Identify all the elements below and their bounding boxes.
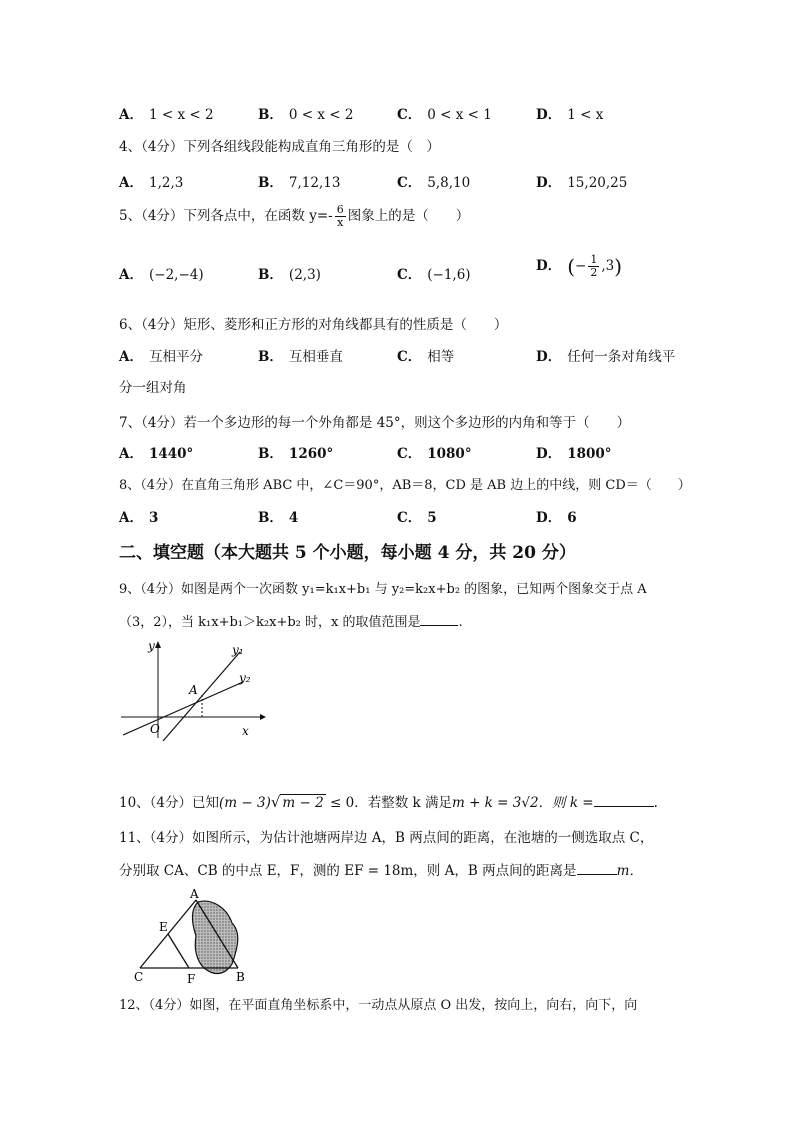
q5-stem-suffix: 图象上的是（ ） (347, 208, 470, 224)
q10-line: 10、（4分）已知(m − 3)√ m − 2 ≤ 0．若整数 k 满足m + k = 3√2．则 k = . (119, 793, 658, 811)
q7-stem: 7、（4分）若一个多边形的每一个外角都是 45°，则这个多边形的内角和等于（ ） (119, 415, 631, 431)
q7-option-d: D． 1800° (536, 446, 612, 462)
label-c: C (134, 970, 144, 984)
line-y2 (123, 682, 243, 735)
q8-option-a: A． 3 (119, 510, 159, 526)
y-axis-arrow-icon (155, 641, 161, 648)
q3-option-c: C． 0 < x < 1 (397, 107, 492, 123)
label-e: E (159, 920, 168, 934)
q5-fraction: $\frac{6}{x}$ (336, 203, 344, 229)
q11-pond-figure (132, 888, 262, 984)
label-x: x (242, 724, 249, 738)
q3-option-a: A． 1 < x < 2 (119, 107, 214, 123)
q5-option-d: D． (− $\frac{1}{2}$ ,3) (536, 253, 623, 279)
q8-option-d: D． 6 (536, 510, 577, 526)
q6-option-a: A． 互相平分 (119, 349, 203, 365)
q5-option-a: A． (−2,−4) (119, 267, 204, 283)
label-f: F (187, 972, 196, 984)
label-b: B (236, 970, 245, 984)
q4-option-b: B． 7,12,13 (258, 175, 341, 191)
q3-option-b: B． 0 < x < 2 (258, 107, 354, 123)
segment-ef (168, 934, 189, 968)
q4-option-c: C． 5,8,10 (397, 175, 471, 191)
q11-line1: 11、（4分）如图所示，为估计池塘两岸边 A，B 两点间的距离，在池塘的一侧选取点 C， (119, 830, 654, 846)
q6-option-c: C． 相等 (397, 349, 455, 365)
q12-stem: 12、（4分）如图，在平面直角坐标系中，一动点从原点 O 出发，按向上，向右，向下，向 (119, 998, 638, 1013)
q11-line2: 分别取 CA、CB 的中点 E，F，测的 EF = 18m，则 A，B 两点间的距离是 m． (119, 863, 643, 879)
label-a: A (190, 888, 199, 901)
q7-option-c: C． 1080° (397, 446, 472, 462)
q5-option-c: C． (−1,6) (397, 267, 471, 283)
q3-option-d: D． 1 < x (536, 107, 604, 123)
q5-stem (119, 204, 469, 229)
q9-graph-figure (118, 638, 268, 742)
q4-stem: 4、（4分）下列各组线段能构成直角三角形的是（ ） (119, 139, 440, 155)
q9-answer-blank[interactable] (420, 625, 458, 626)
q6-stem: 6、（4分）矩形、菱形和正方形的对角线都具有的性质是（ ） (119, 317, 508, 333)
q8-option-c: C． 5 (397, 510, 437, 526)
label-y: y (148, 639, 155, 653)
q7-option-a: A． 1440° (119, 446, 194, 462)
q9-line1: 9、（4分）如图是两个一次函数 y₁=k₁x+b₁ 与 y₂=k₂x+b₂ 的图象，已知两个图象交于点 A (119, 582, 647, 597)
q10-answer-blank[interactable] (594, 806, 654, 807)
q4-option-a: A． 1,2,3 (119, 175, 184, 191)
label-a: A (189, 683, 198, 697)
q4-option-d: D． 15,20,25 (536, 175, 628, 191)
q9-line2: （3，2），当 k₁x+b₁＞k₂x+b₂ 时，x 的取值范围是 . (119, 615, 463, 630)
q8-stem: 8、（4分）在直角三角形 ABC 中，∠C＝90°，AB＝8，CD 是 AB 边上的中线，则 CD＝（ ） (119, 478, 691, 493)
q8-option-b: B． 4 (258, 510, 299, 526)
label-y1: y₁ (232, 643, 244, 657)
section-title-fill-in: 二、填空题（本大题共 5 个小题，每小题 4 分，共 20 分） (119, 543, 576, 563)
pond-shape (193, 901, 238, 973)
q7-option-b: B． 1260° (258, 446, 334, 462)
q6-option-d-wrap: 分一组对角 (119, 380, 187, 396)
q5-option-b: B． (2,3) (258, 267, 321, 283)
x-axis-arrow-icon (260, 714, 266, 720)
q5-stem-prefix: 5、（4分）下列各点中，在函数 y=- (119, 208, 333, 224)
label-y2: y₂ (239, 671, 251, 685)
label-o: O (150, 722, 160, 736)
q11-answer-blank[interactable] (577, 874, 617, 875)
q6-option-b: B． 互相垂直 (258, 349, 343, 365)
q6-option-d: D． 任何一条对角线平 (536, 349, 676, 365)
